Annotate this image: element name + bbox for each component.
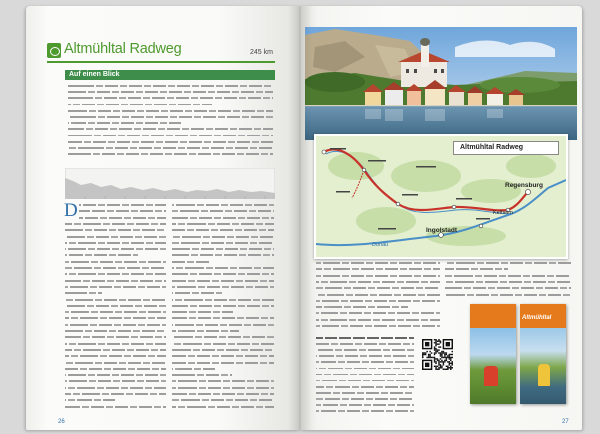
qr-module: [437, 358, 438, 359]
qr-module: [432, 357, 433, 358]
text-line: [68, 104, 212, 106]
text-line: [79, 204, 166, 206]
qr-module: [425, 352, 426, 353]
text-line: [172, 248, 274, 250]
text-line: [65, 299, 166, 301]
page-title: Altmühltal Radweg: [64, 41, 182, 57]
qr-module: [440, 366, 441, 367]
text-line: [316, 374, 414, 376]
qr-module: [446, 360, 447, 361]
text-line: [316, 337, 414, 339]
text-line: [65, 317, 166, 319]
qr-module: [452, 363, 453, 364]
qr-module: [450, 360, 451, 361]
qr-module: [441, 367, 442, 368]
qr-module: [440, 364, 441, 365]
qr-module: [431, 352, 432, 353]
text-line: [316, 349, 414, 351]
qr-module: [444, 369, 445, 370]
text-line: [316, 392, 414, 394]
qr-module: [444, 357, 445, 358]
text-line: [172, 280, 274, 282]
qr-module: [440, 354, 441, 355]
qr-module: [449, 358, 450, 359]
qr-module: [443, 364, 444, 365]
qr-module: [441, 366, 442, 367]
qr-module: [443, 351, 444, 352]
qr-module: [446, 352, 447, 353]
text-line: [65, 362, 166, 364]
qr-module: [450, 363, 451, 364]
qr-module: [444, 355, 445, 356]
qr-module: [447, 361, 448, 362]
qr-module: [449, 367, 450, 368]
qr-module: [440, 361, 441, 362]
qr-module: [441, 355, 442, 356]
qr-module: [443, 357, 444, 358]
qr-module: [434, 342, 435, 343]
text-line: [316, 386, 414, 388]
qr-module: [422, 357, 423, 358]
qr-module: [434, 354, 435, 355]
text-line: [445, 268, 508, 270]
qr-module: [428, 357, 429, 358]
qr-module: [438, 352, 439, 353]
text-line: [68, 110, 273, 112]
qr-module: [443, 363, 444, 364]
text-line: [65, 229, 166, 231]
qr-module: [441, 360, 442, 361]
qr-module: [431, 357, 432, 358]
text-line: [316, 380, 414, 382]
qr-module: [435, 367, 436, 368]
text-line: [68, 147, 273, 149]
gutter-shadow: [288, 6, 312, 430]
qr-module: [452, 351, 453, 352]
qr-module: [452, 361, 453, 362]
qr-module: [440, 346, 441, 347]
qr-module: [452, 364, 453, 365]
qr-module: [437, 360, 438, 361]
qr-module: [425, 363, 429, 367]
route-distance: 245 km: [250, 49, 273, 56]
qr-module: [434, 352, 435, 353]
qr-module: [423, 354, 424, 355]
text-line: [172, 305, 274, 307]
text-line: [65, 399, 115, 401]
qr-module: [447, 366, 448, 367]
text-line: [68, 153, 273, 155]
text-line: [172, 223, 274, 225]
elevation-profile: [65, 168, 275, 199]
qr-module: [444, 360, 445, 361]
text-line: [172, 349, 274, 351]
qr-module: [438, 369, 439, 370]
text-line: [172, 299, 274, 301]
text-line: [172, 242, 274, 244]
qr-module: [435, 343, 436, 344]
map-label-kelheim: Kelheim: [493, 210, 513, 216]
qr-module: [438, 364, 439, 365]
text-line: [172, 355, 274, 357]
qr-module: [447, 367, 448, 368]
qr-module: [440, 367, 441, 368]
text-line: [172, 311, 233, 313]
text-line: [65, 311, 166, 313]
qr-module: [437, 340, 438, 341]
qr-module: [438, 346, 439, 347]
qr-module: [438, 360, 439, 361]
qr-module: [434, 366, 435, 367]
text-line: [172, 374, 232, 376]
qr-module: [434, 361, 435, 362]
qr-module: [435, 348, 436, 349]
qr-module: [443, 369, 444, 370]
text-line: [65, 380, 166, 382]
text-line: [172, 261, 211, 263]
landscape-photo: [305, 27, 577, 140]
qr-module: [449, 354, 450, 355]
text-line: [68, 122, 181, 124]
qr-module: [449, 355, 450, 356]
qr-module: [452, 357, 453, 358]
qr-module: [441, 351, 442, 352]
text-line: [68, 91, 273, 93]
qr-module: [422, 355, 423, 356]
text-line: [65, 324, 166, 326]
qr-module: [440, 352, 441, 353]
cover-1-cyclist: [484, 366, 498, 386]
text-line: [65, 267, 166, 269]
text-line: [172, 362, 274, 364]
qr-module: [435, 345, 436, 346]
text-line: [65, 286, 166, 288]
qr-module: [428, 355, 429, 356]
text-line: [68, 135, 273, 137]
qr-module: [449, 363, 450, 364]
qr-module: [450, 357, 451, 358]
text-line: [316, 361, 414, 363]
qr-module: [437, 351, 438, 352]
qr-module: [425, 342, 429, 346]
qr-module: [446, 366, 447, 367]
text-line: [445, 275, 571, 277]
qr-module: [441, 352, 442, 353]
text-line: [172, 317, 274, 319]
text-line: [172, 204, 274, 206]
text-line: [172, 330, 239, 332]
map-label-regensburg: Regensburg: [505, 182, 543, 189]
qr-module: [435, 366, 436, 367]
qr-module: [434, 360, 435, 361]
qr-module: [437, 369, 438, 370]
qr-module: [447, 369, 448, 370]
text-line: [172, 267, 274, 269]
qr-module: [452, 354, 453, 355]
text-line: [172, 387, 274, 389]
qr-module: [426, 357, 427, 358]
qr-module: [437, 349, 438, 350]
qr-module: [435, 340, 436, 341]
book-cover-2: [520, 304, 566, 404]
qr-module: [449, 357, 450, 358]
qr-module: [441, 361, 442, 362]
qr-module: [440, 358, 441, 359]
text-line: [65, 349, 166, 351]
text-line: [65, 248, 166, 250]
text-line: [65, 254, 138, 256]
text-line: [65, 330, 166, 332]
map-label-ingolstadt: Ingolstadt: [426, 227, 458, 234]
qr-module: [438, 339, 439, 340]
text-line: [65, 292, 102, 294]
qr-module: [449, 361, 450, 362]
text-line: [68, 141, 273, 143]
qr-module: [440, 342, 441, 343]
text-line: [316, 294, 440, 296]
cover-1-header: [470, 304, 516, 328]
qr-module: [443, 361, 444, 362]
text-line: [316, 287, 440, 289]
qr-module: [437, 343, 438, 344]
text-line: [172, 217, 274, 219]
text-line: [316, 355, 414, 357]
qr-module: [434, 348, 435, 349]
qr-code-icon: [422, 339, 453, 370]
qr-module: [435, 369, 436, 370]
text-line: [316, 368, 414, 370]
text-line: [65, 273, 166, 275]
text-line: [445, 294, 571, 296]
text-line: [172, 286, 274, 288]
qr-module: [450, 367, 451, 368]
text-line: [68, 116, 273, 118]
qr-module: [441, 357, 442, 358]
text-line: [445, 281, 571, 283]
qr-module: [426, 351, 427, 352]
page-number-left: 26: [58, 419, 65, 425]
qr-module: [422, 352, 423, 353]
text-line: [172, 393, 274, 395]
cover-2-cyclist: [538, 364, 550, 386]
qr-module: [429, 354, 430, 355]
qr-module: [444, 352, 445, 353]
text-line: [316, 410, 414, 412]
text-line: [65, 374, 166, 376]
text-line: [68, 128, 273, 130]
map-title-box: [453, 141, 559, 155]
text-line: [316, 300, 440, 302]
qr-module: [447, 357, 448, 358]
qr-module: [428, 354, 429, 355]
qr-module: [450, 366, 451, 367]
qr-module: [434, 346, 435, 347]
text-line: [172, 273, 274, 275]
qr-module: [425, 354, 426, 355]
text-line: [68, 85, 273, 87]
qr-module: [422, 354, 423, 355]
qr-module: [450, 354, 451, 355]
qr-module: [429, 355, 430, 356]
qr-module: [449, 364, 450, 365]
cover-2-title: Altmühltal: [522, 315, 552, 321]
text-line: [172, 210, 274, 212]
qr-module: [438, 363, 439, 364]
text-line: [79, 217, 166, 219]
qr-module: [435, 342, 436, 343]
qr-module: [438, 343, 439, 344]
qr-module: [434, 339, 435, 340]
text-line: [316, 398, 414, 400]
qr-module: [429, 351, 430, 352]
text-line: [65, 368, 166, 370]
text-line: [172, 368, 215, 370]
text-line: [65, 387, 166, 389]
text-line: [172, 292, 222, 294]
text-line: [65, 242, 166, 244]
qr-module: [435, 361, 436, 362]
qr-module: [446, 342, 450, 346]
map-title: Altmühltal Radweg: [460, 144, 524, 151]
text-line: [316, 306, 408, 308]
text-line: [172, 399, 274, 401]
qr-module: [446, 357, 447, 358]
text-line: [172, 229, 274, 231]
text-line: [65, 393, 166, 395]
text-line: [79, 210, 166, 212]
text-line: [172, 406, 274, 408]
qr-module: [438, 367, 439, 368]
qr-module: [438, 361, 439, 362]
text-line: [65, 223, 166, 225]
text-line: [445, 262, 571, 264]
qr-module: [440, 340, 441, 341]
qr-module: [435, 352, 436, 353]
text-line: [316, 312, 440, 314]
text-line: [316, 268, 440, 270]
section-heading: Auf einen Blick: [69, 71, 120, 78]
text-line: [316, 275, 440, 277]
text-line: [316, 281, 440, 283]
text-line: [316, 343, 414, 345]
text-line: [65, 343, 166, 345]
qr-module: [434, 358, 435, 359]
qr-module: [438, 340, 439, 341]
text-line: [65, 261, 166, 263]
text-line: [172, 343, 274, 345]
qr-module: [446, 358, 447, 359]
qr-module: [435, 363, 436, 364]
section-header-bar: [65, 70, 275, 80]
text-line: [68, 97, 273, 99]
text-line: [316, 325, 440, 327]
qr-module: [437, 366, 438, 367]
qr-module: [446, 369, 447, 370]
text-line: [172, 380, 274, 382]
qr-module: [444, 361, 445, 362]
text-line: [65, 406, 166, 408]
qr-module: [443, 352, 444, 353]
text-line: [65, 355, 166, 357]
qr-module: [434, 349, 435, 350]
text-line: [172, 236, 274, 238]
book-cover-1: [470, 304, 516, 404]
qr-module: [434, 357, 435, 358]
page-number-right: 27: [562, 419, 569, 425]
text-line: [316, 319, 440, 321]
text-line: [445, 287, 571, 289]
qr-module: [444, 354, 445, 355]
qr-module: [429, 357, 430, 358]
qr-module: [435, 358, 436, 359]
text-line: [65, 305, 166, 307]
map-label-donau: Donau: [372, 242, 389, 248]
text-line: [65, 280, 166, 282]
qr-module: [446, 354, 447, 355]
text-line: [172, 254, 274, 256]
text-line: [316, 404, 414, 406]
qr-module: [435, 351, 436, 352]
text-line: [172, 336, 274, 338]
drop-cap: D: [64, 200, 78, 221]
text-line: [65, 336, 166, 338]
text-line: [172, 324, 274, 326]
route-logo-icon: [47, 43, 61, 58]
qr-module: [441, 354, 442, 355]
text-line: [65, 236, 166, 238]
qr-module: [438, 349, 439, 350]
qr-module: [450, 358, 451, 359]
qr-module: [423, 352, 424, 353]
qr-module: [435, 339, 436, 340]
qr-module: [440, 355, 441, 356]
qr-module: [452, 367, 453, 368]
text-line: [316, 262, 440, 264]
qr-module: [435, 349, 436, 350]
qr-module: [450, 369, 451, 370]
title-rule: [47, 61, 275, 63]
qr-module: [447, 355, 448, 356]
